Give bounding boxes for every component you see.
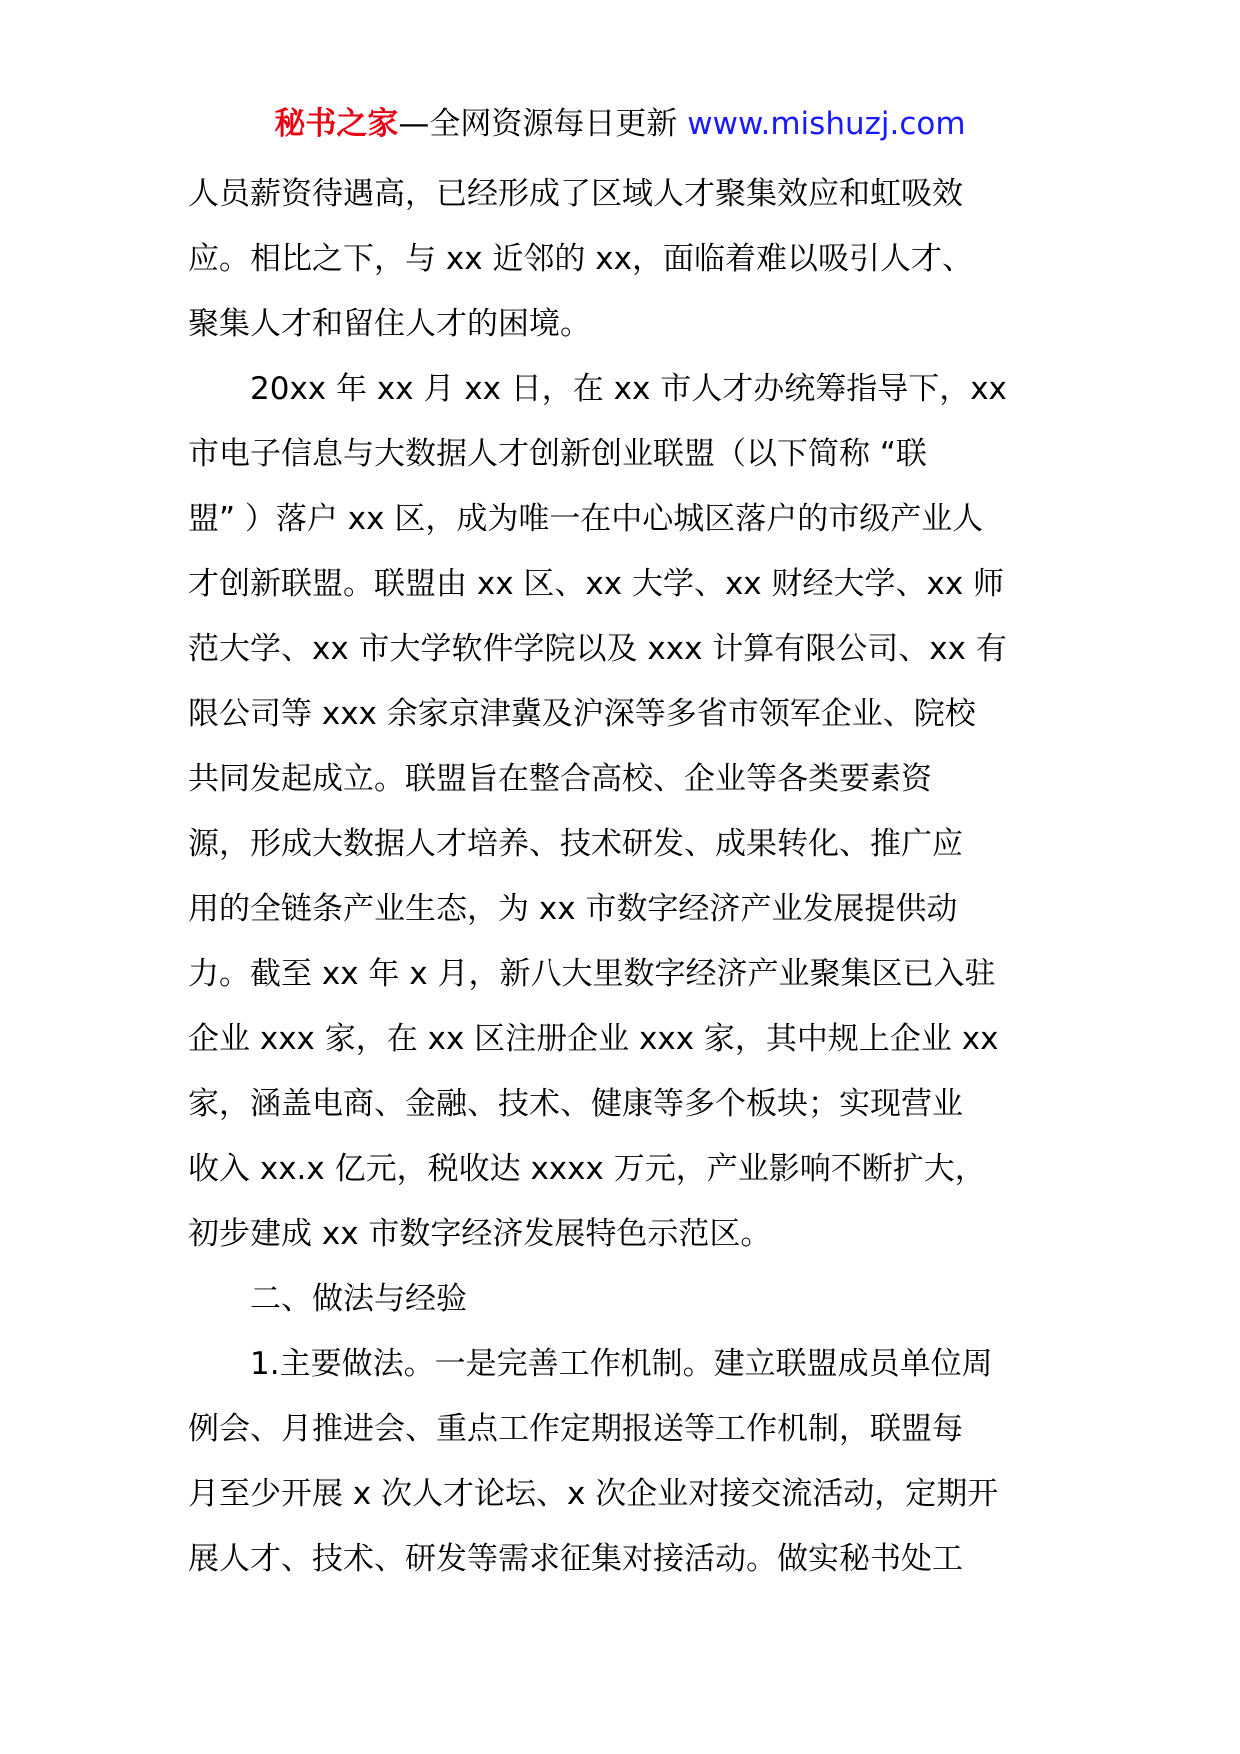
header-url[interactable]: www.mishuzj.com <box>687 106 966 142</box>
text-line: 应。相比之下，与 xx 近邻的 xx，面临着难以吸引人才、 <box>188 241 973 277</box>
text-line: 才创新联盟。联盟由 xx 区、xx 大学、xx 财经大学、xx 师 <box>188 566 1005 602</box>
section-heading: 二、做法与经验 <box>188 1281 467 1317</box>
text-line: 用的全链条产业生态，为 xx 市数字经济产业发展提供动 <box>188 891 958 927</box>
text-line: 收入 xx.x 亿元，税收达 xxxx 万元，产业影响不断扩大， <box>188 1151 986 1187</box>
header-tagline: —全网资源每日更新 <box>398 106 688 142</box>
text-line: 盟” ）落户 xx 区，成为唯一在中心城区落户的市级产业人 <box>188 501 984 537</box>
brand-name: 秘书之家 <box>274 106 399 142</box>
text-line: 范大学、xx 市大学软件学院以及 xxx 计算有限公司、xx 有 <box>188 631 1007 667</box>
text-line: 1.主要做法。一是完善工作机制。建立联盟成员单位周 <box>188 1346 993 1382</box>
text-line: 市电子信息与大数据人才创新创业联盟（以下简称 “联 <box>188 436 927 472</box>
text-line: 月至少开展 x 次人才论坛、x 次企业对接交流活动，定期开 <box>188 1476 999 1512</box>
text-line: 人员薪资待遇高，已经形成了区域人才聚集效应和虹吸效 <box>188 176 963 212</box>
text-line: 展人才、技术、研发等需求征集对接活动。做实秘书处工 <box>188 1541 963 1577</box>
text-line: 20xx 年 xx 月 xx 日，在 xx 市人才办统筹指导下，xx <box>188 371 1007 407</box>
text-line: 限公司等 xxx 余家京津冀及沪深等多省市领军企业、院校 <box>188 696 976 732</box>
text-line: 例会、月推进会、重点工作定期报送等工作机制，联盟每 <box>188 1411 963 1447</box>
text-line: 初步建成 xx 市数字经济发展特色示范区。 <box>188 1216 772 1252</box>
text-line: 聚集人才和留住人才的困境。 <box>188 306 591 342</box>
page-header <box>0 104 1240 144</box>
text-line: 力。截至 xx 年 x 月，新八大里数字经济产业聚集区已入驻 <box>188 956 996 992</box>
text-line: 源，形成大数据人才培养、技术研发、成果转化、推广应 <box>188 826 963 862</box>
text-line: 家，涵盖电商、金融、技术、健康等多个板块；实现营业 <box>188 1086 963 1122</box>
text-line: 共同发起成立。联盟旨在整合高校、企业等各类要素资 <box>188 761 932 797</box>
document-body <box>188 162 1058 1592</box>
text-line: 企业 xxx 家，在 xx 区注册企业 xxx 家，其中规上企业 xx <box>188 1021 999 1057</box>
